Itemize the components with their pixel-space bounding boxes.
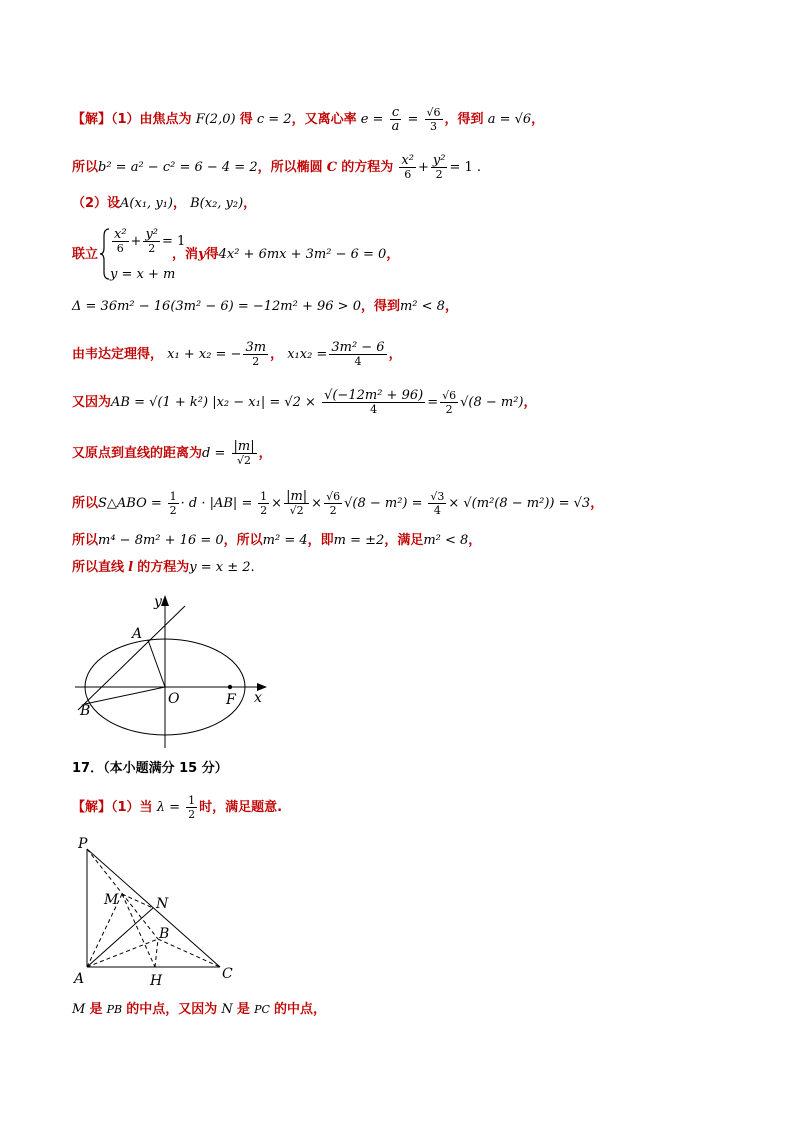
fraction-c-over-a: $\frac{c}{a}$ (391, 105, 400, 134)
sol16-line6: 由韦达定理得， x₁ + x₂ = − $\frac{3m}{2}$ ， x₁x₂ = $\frac{\text{3m² − 6}}{4}$ ， (72, 340, 402, 368)
label-P: P (78, 836, 88, 852)
label-B: B (80, 703, 91, 719)
label-O: O (168, 691, 180, 707)
q17-header: 17．（本小题满分 15 分） (72, 761, 228, 776)
sol16-line3: （2）设A(x₁, y₁)， B(x₂, y₂)， (72, 196, 257, 211)
solution-label: 【解】 (72, 112, 112, 127)
label-H: H (150, 973, 163, 989)
y-axis-arrow-icon (161, 595, 169, 606)
fraction-sqrt6-over-3: $\frac{√6}{3}$ (426, 106, 441, 133)
sol16-line4-rest: ，消y得4x² + 6mx + 3m² − 6 = 0， (172, 247, 400, 262)
label-x: x (254, 690, 262, 706)
label-F: F (226, 692, 236, 708)
sol16-line9: 所以S△ABO = $\frac{1}{2}$ · d · |AB| = $\frac{1}{2}$ × $\frac{|m|}{√2}$ × $\frac{√6}{2}$ √(8 − m²) = $\frac{√3}{4}$ × √(m²(8 − m²)) = √3， (72, 489, 604, 517)
sol16-line2: 所以b² = a² − c² = 6 − 4 = 2，所以椭圆 C 的方程为 $\frac{\text{x²}}{6}$ + $\frac{\text{y²}}{2}$ = 1 . (72, 153, 481, 181)
system-eq1: $\frac{\text{x²}}{6}$ + $\frac{\text{y²}}{2}$ = 1 (114, 227, 186, 255)
label-B: B (159, 926, 170, 942)
segment-OB (85, 687, 165, 704)
system-eq2: y = x + m (110, 267, 176, 282)
focus-point (228, 685, 232, 689)
segment-OA (148, 640, 165, 687)
sol16-line8: 又原点到直线的距离为d = $\frac{|m|}{√2}$ ， (72, 439, 272, 467)
segment-MN (122, 894, 153, 908)
sol16-line10: 所以m⁴ − 8m² + 16 = 0，所以m² = 4，即m = ±2，满足m² < 8， (72, 533, 482, 548)
sol16-line5: Δ = 36m² − 16(3m² − 6) = −12m² + 96 > 0，得到m² < 8， (72, 299, 458, 314)
segment-AN (87, 908, 153, 967)
label-N: N (156, 896, 169, 912)
q17-line1: 【解】（1）当 λ = $\frac{1}{2}$ 时，满足题意. (72, 794, 283, 821)
label-A: A (132, 626, 143, 642)
sol16-line7: 又因为AB = √(1 + k²) |x₂ − x₁| = √2 × $\frac{\text{√(−12m² + 96)}}{4}$ = $\frac{√6}{2}$ √(8 − m²)， (72, 388, 537, 416)
ellipse-figure (70, 590, 280, 750)
segment-HB (155, 939, 158, 967)
sol16-line4-prefix: 联立 (72, 247, 99, 262)
sol16-line1: 【解】（1）由焦点为 F(2,0) 得 c = 2，又离心率 e = $\frac{c}{a}$ = $\frac{√6}{3}$ ，得到 a = √6， (72, 105, 545, 134)
q17-line2: M 是 PB 的中点，又因为 N 是 PC 的中点， (72, 1002, 327, 1017)
label-C: C (222, 966, 233, 982)
label-A: A (74, 971, 85, 987)
sol16-line11: 所以直线 l 的方程为y = x ± 2. (72, 560, 255, 575)
label-y: y (154, 594, 162, 610)
edge-BC (158, 939, 220, 967)
label-M: M (104, 892, 119, 908)
tetrahedron-figure (70, 832, 245, 992)
edge-AB (87, 939, 158, 967)
